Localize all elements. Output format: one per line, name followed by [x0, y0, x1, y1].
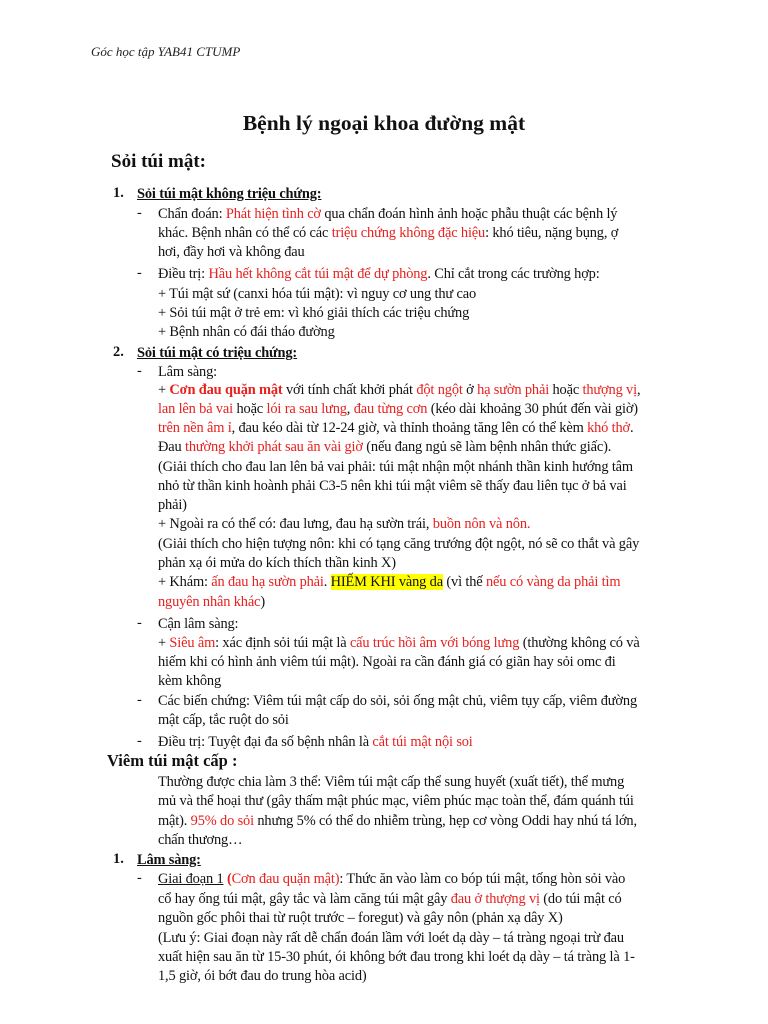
text-run: . — [630, 420, 634, 436]
text-line — [158, 458, 633, 476]
text-line — [158, 363, 217, 381]
text-line — [158, 593, 265, 611]
text-line — [158, 265, 600, 283]
text-run: thường khởi phát sau ăn vài giờ — [184, 439, 363, 455]
subsection-heading-co-trieu-chung: Sỏi túi mật có triệu chứng: — [137, 345, 298, 361]
text-run: Đau — [158, 439, 185, 455]
text-line — [158, 909, 563, 927]
subsection-heading-khong-trieu-chung: Sỏi túi mật không triệu chứng: — [137, 186, 322, 202]
text-line — [158, 285, 476, 303]
text-line — [158, 573, 620, 591]
bullet-dash: - — [137, 870, 142, 886]
text-run: Chẩn đoán: — [158, 206, 226, 222]
text-run: (vì thế — [442, 574, 486, 590]
text-run: Cơn đau quặn mật) — [231, 871, 340, 887]
item-number-2: 2. — [113, 344, 124, 360]
text-line — [158, 304, 469, 322]
text-run: (do túi mật có — [539, 891, 622, 907]
text-run: cổ hay ống túi mật, gây tắc và làm căng túi mật gây — [158, 891, 451, 907]
text-run: 1,5 giờ, ói bớt đau do trung hòa acid) — [158, 968, 367, 984]
text-run: + Ngoài ra có thể có: đau lưng, đau hạ sườn trái, — [158, 516, 433, 532]
text-run: khác. Bệnh nhân có thể có các — [158, 225, 332, 241]
text-line — [158, 929, 624, 947]
text-line — [158, 515, 530, 533]
text-run: lói ra sau lưng — [266, 401, 347, 417]
text-line — [158, 653, 616, 671]
text-run: đột ngột — [416, 382, 463, 398]
text-run: chấn thương… — [158, 832, 243, 848]
text-line — [158, 711, 289, 729]
text-run: Hầu hết không cắt túi mật để dự phòng — [208, 266, 428, 282]
text-run: ấn đau hạ sườn phải — [211, 574, 324, 590]
text-run: phản xạ ói mửa do kích thích thần kinh X) — [158, 555, 396, 571]
text-run: cấu trúc hồi âm với bóng lưng — [349, 635, 520, 651]
text-run: . — [323, 574, 331, 590]
bullet-dash: - — [137, 692, 142, 708]
section-heading-soi-tui-mat: Sỏi túi mật: — [111, 151, 206, 172]
text-run: thượng vị — [582, 382, 637, 398]
header-note: Góc học tập YAB41 CTUMP — [91, 44, 241, 59]
bullet-dash: - — [137, 265, 142, 281]
text-run: , đau kéo dài từ 12-24 giờ, và thỉnh thoảng tăng lên có thể kèm — [231, 420, 588, 436]
text-run: Siêu âm — [169, 635, 216, 651]
text-line — [158, 948, 635, 966]
text-run: trên nền âm ỉ — [158, 420, 232, 436]
text-run: Thường được chia làm 3 thể: Viêm túi mật cấp thể sung huyết (xuất tiết), thể mưng — [158, 774, 625, 790]
text-run: phải) — [158, 497, 187, 513]
text-run: Cơn đau quặn mật — [169, 382, 283, 398]
text-run: : khó tiêu, nặng bụng, ợ — [485, 225, 619, 241]
text-line — [158, 496, 187, 514]
text-run: nguyên nhân khác — [158, 594, 261, 610]
section-heading-viem-tui-mat-cap: Viêm túi mật cấp : — [107, 751, 238, 770]
bullet-dash: - — [137, 615, 142, 631]
text-line — [158, 205, 617, 223]
text-run: (kéo dài khoảng 30 phút đến vài giờ) — [427, 401, 638, 417]
text-line — [158, 419, 633, 437]
text-run: xuất hiện sau ăn từ 15-30 phút, ói không bớt đau trong khi loét dạ dày – tá tràng là 1- — [158, 949, 635, 965]
text-line — [158, 812, 637, 830]
text-run: qua chẩn đoán hình ảnh hoặc phẫu thuật các bệnh lý — [320, 206, 618, 222]
text-line — [158, 477, 627, 495]
text-run: , — [636, 382, 641, 398]
text-run: Phát hiện tình cờ — [225, 206, 321, 222]
text-run: đau từng cơn — [353, 401, 428, 417]
text-run: khó thở — [587, 420, 631, 436]
text-run: ( — [226, 871, 232, 887]
text-line — [158, 831, 242, 849]
text-run: Điều trị: — [158, 266, 209, 282]
text-run: hoặc — [549, 382, 583, 398]
text-run: kèm không — [158, 673, 222, 689]
item-number-1: 1. — [113, 185, 124, 201]
text-line — [158, 870, 625, 888]
text-line — [158, 615, 238, 633]
text-run: Các biến chứng: Viêm túi mật cấp do sỏi, sỏi ống mật chủ, viêm tụy cấp, viêm đường — [158, 693, 637, 709]
text-run: + — [158, 635, 170, 651]
text-run: nhưng 5% có thể do nhiễm trùng, hẹp cơ vòng Oddi hay nhú tá lớn, — [253, 813, 637, 829]
text-line — [158, 890, 622, 908]
text-run: + Sỏi túi mật ở trẻ em: vì khó giải thích các triệu chứng — [158, 305, 470, 321]
item-number-1b: 1. — [113, 851, 124, 867]
bullet-dash: - — [137, 363, 142, 379]
bullet-dash: - — [137, 205, 142, 221]
text-run: buồn nôn và nôn. — [432, 516, 531, 532]
text-run: ở — [462, 382, 478, 398]
text-run: (Giải thích cho đau lan lên bả vai phải: túi mật nhận một nhánh thần kinh hướng tâm — [158, 459, 633, 475]
text-run: (nếu đang ngủ sẽ làm bệnh nhân thức giấc). — [362, 439, 612, 455]
subsection-heading-lam-sang: Lâm sàng: — [137, 852, 201, 868]
text-run: mật). — [158, 813, 191, 829]
text-line — [158, 672, 221, 690]
text-run: + Khám: — [158, 574, 212, 590]
text-line — [158, 634, 640, 652]
text-run: hiếm khi có hình ảnh viêm túi mật). Ngoài ra cần đánh giá có giãn hay sỏi omc đi — [158, 654, 616, 670]
text-line — [158, 535, 639, 553]
text-run: nếu có vàng da phải tìm — [485, 574, 621, 590]
text-line — [158, 773, 624, 791]
text-run: + — [158, 382, 170, 398]
text-run: với tính chất khởi phát — [282, 382, 417, 398]
text-run: : xác định sỏi túi mật là — [215, 635, 350, 651]
text-line — [158, 692, 637, 710]
text-line — [158, 243, 305, 261]
text-line — [158, 400, 638, 418]
text-run: hoặc — [233, 401, 267, 417]
text-line — [158, 323, 335, 341]
text-line — [158, 554, 396, 572]
text-run: cắt túi mật nội soi — [372, 734, 473, 750]
page-title: Bệnh lý ngoại khoa đường mật — [242, 111, 526, 135]
text-run: mủ và thể hoại thư (gây thấm mật phúc mạc, viêm phúc mạc toàn thể, đám quánh túi — [158, 793, 634, 809]
text-run: hơi, đầy hơi và không đau — [158, 244, 305, 260]
text-line — [158, 792, 634, 810]
text-run: đau ở thượng vị — [450, 891, 540, 907]
text-run: . Chỉ cắt trong các trường hợp: — [427, 266, 600, 282]
text-run: nguồn gốc phôi thai từ ruột trước – foregut) và gây nôn (phản xạ dây X) — [158, 910, 563, 926]
bullet-dash: - — [137, 733, 142, 749]
text-run: mật cấp, tắc ruột do sỏi — [158, 712, 289, 728]
text-run: (thường không có và — [519, 635, 640, 651]
text-run: (Lưu ý: Giai đoạn này rất dễ chẩn đoán lầm với loét dạ dày – tá tràng ngoại trừ đau — [158, 930, 624, 946]
text-run: hạ sườn phải — [477, 382, 550, 398]
text-run: Giai đoạn 1 — [158, 871, 224, 887]
text-line — [158, 381, 640, 399]
text-run: , — [346, 401, 354, 417]
text-run: + Bệnh nhân có đái tháo đường — [158, 324, 335, 340]
text-line — [158, 224, 618, 242]
text-line — [158, 438, 611, 456]
text-run: + Túi mật sứ (canxi hóa túi mật): vì nguy cơ ung thư cao — [158, 286, 477, 302]
text-run: Lâm sàng: — [158, 364, 217, 380]
text-run: : Thức ăn vào làm co bóp túi mật, tống hòn sỏi vào — [339, 871, 626, 887]
text-line — [158, 733, 473, 751]
text-run: ) — [260, 594, 265, 610]
text-run: HIẾM KHI vàng da — [330, 574, 443, 590]
text-run: lan lên bả vai — [158, 401, 234, 417]
text-run: triệu chứng không đặc hiệu — [331, 225, 486, 241]
text-run: nhỏ từ thần kinh hoành phải C3-5 nên khi túi mật viêm sẽ thấy đau liên tục ở bả vai — [158, 478, 627, 494]
text-run: (Giải thích cho hiện tượng nôn: khi có tạng căng trướng đột ngột, nó sẽ co thắt và gây — [158, 536, 640, 552]
text-line — [158, 967, 367, 985]
text-run: 95% do sỏi — [190, 813, 254, 829]
text-run: Điều trị: Tuyệt đại đa số bệnh nhân là — [158, 734, 373, 750]
text-run: Cận lâm sàng: — [158, 616, 239, 632]
